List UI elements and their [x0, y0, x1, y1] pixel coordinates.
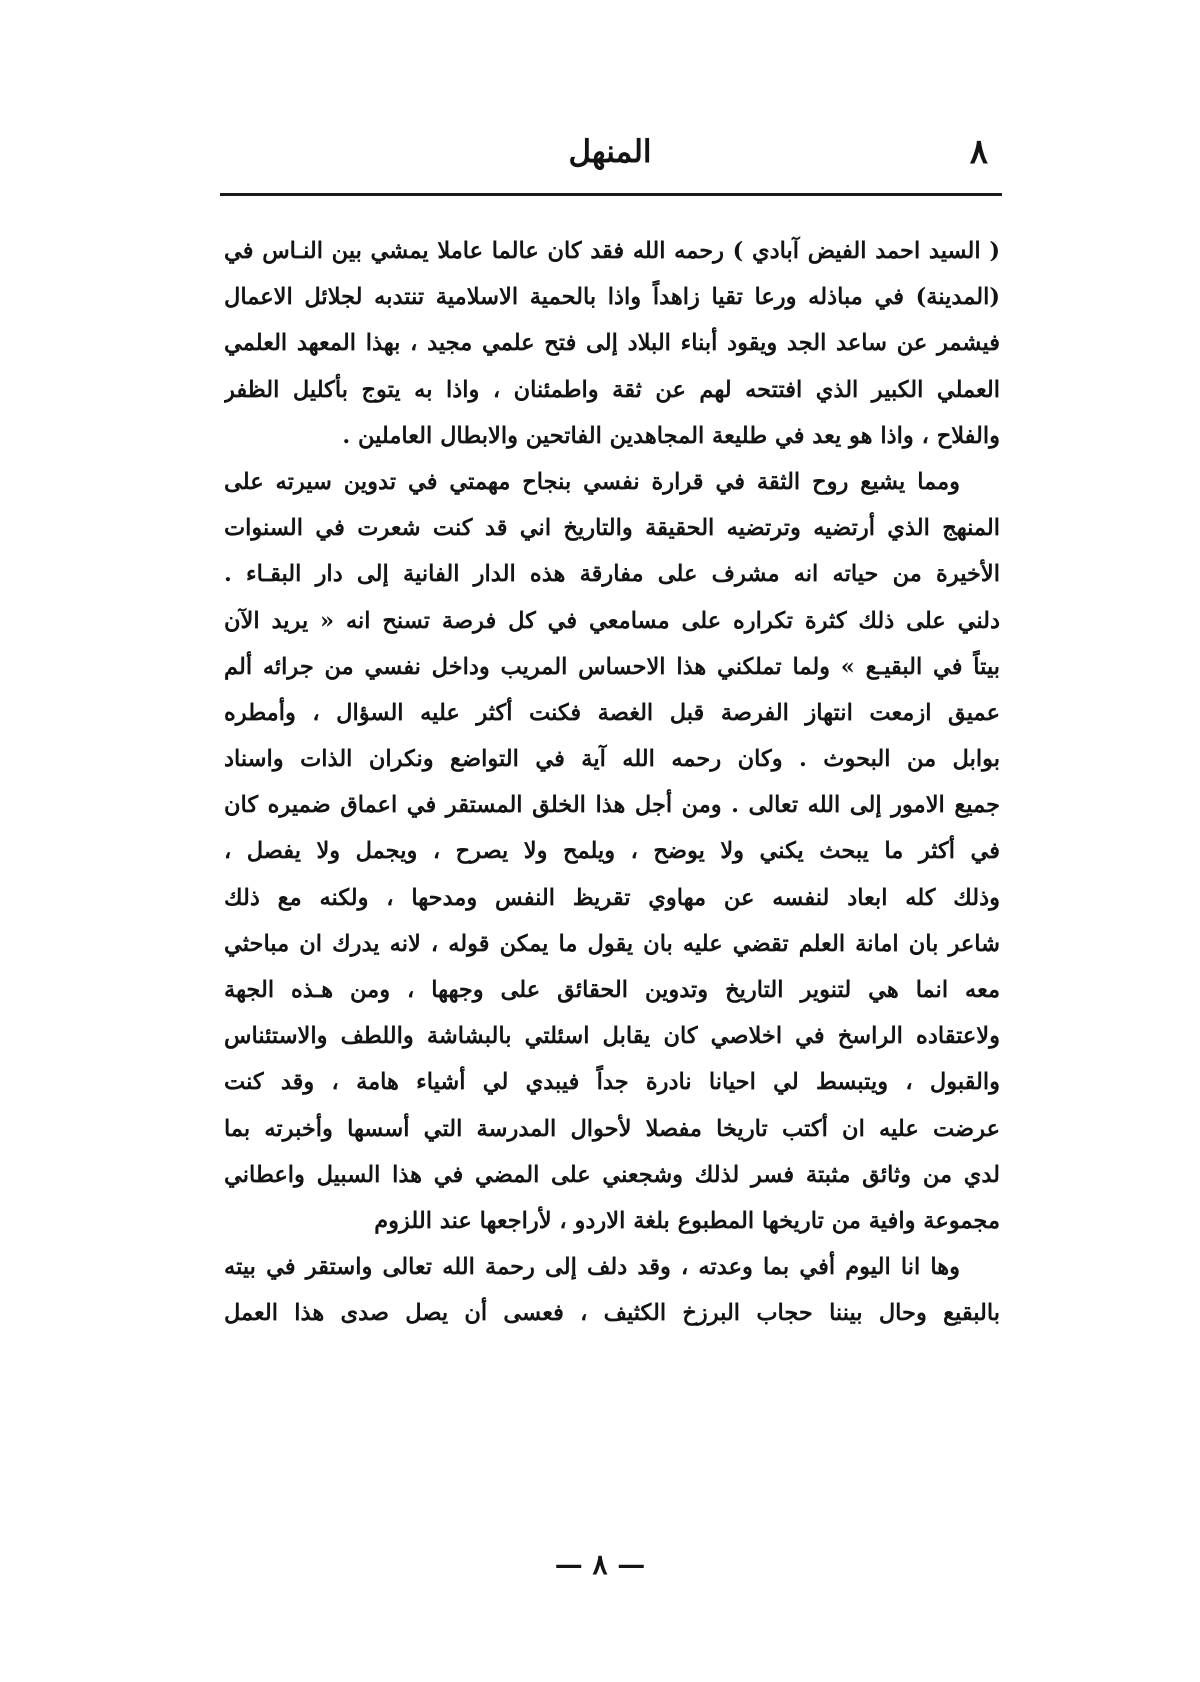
paragraph — [224, 228, 1000, 459]
text-line: العملي الكبير الذي افتتحه لهم عن ثقة واطمئنان ، واذا به يتوج بأكليل الظفر — [224, 376, 1000, 403]
text-line: دلني على ذلك كثرة تكراره على مسامعي في كل فرصة تسنح انه « يريد الآن — [224, 607, 1000, 634]
text-line: شاعر بان امانة العلم تقضي عليه بان يقول ما يمكن قوله ، لانه يدرك ان مباحثي — [224, 930, 1000, 957]
text-line: عميق ازمعت انتهاز الفرصة قبل الغصة فكنت أكثر عليه السؤال ، وأمطره — [224, 699, 1000, 726]
text-line: معه انما هي لتنوير التاريخ وتدوين الحقائق على وجهها ، ومن هـذه الجهة — [224, 977, 1000, 1003]
page-number-top: ٨ — [969, 132, 988, 172]
paragraph — [224, 1244, 1000, 1336]
text-line: (المدينة) في مباذله ورعا تقيا زاهداً واذا بالحمية الاسلامية تنتدبه لجلائل الاعمال — [224, 284, 1000, 311]
text-line: والقبول ، ويتبسط لي احيانا نادرة جداً فيبدي لي أشياء هامة ، وقد كنت — [224, 1069, 1000, 1096]
text-line: مجموعة وافية من تاريخها المطبوع بلغة الاردو ، لأراجعها عند اللزوم — [374, 1207, 1000, 1234]
article-body — [224, 228, 1000, 1337]
paragraph — [224, 459, 1000, 1244]
journal-title: المنهل — [568, 134, 652, 170]
text-line: وذلك كله ابعاد لنفسه عن مهاوي تقريظ النفس ومدحها ، ولكنه مع ذلك — [224, 884, 1000, 911]
text-line: بالبقيع وحال بيننا حجاب البرزخ الكثيف ، فعسى أن يصل صدى هذا العمل — [224, 1300, 1000, 1327]
text-line: فيشمر عن ساعد الجد ويقود أبناء البلاد إلى فتح علمي مجيد ، بهذا المعهد العلمي — [224, 330, 1000, 357]
page-header — [220, 128, 1000, 192]
text-line: بيتاً في البقيـع » ولما تملكني هذا الاحساس المريب وداخل نفسي من جرائه ألم — [224, 653, 1000, 680]
page-number-footer: — ٨ — — [554, 1548, 646, 1581]
text-line: وها انا اليوم أفي بما وعدته ، وقد دلف إلى رحمة الله تعالى واستقر في بيته — [224, 1254, 960, 1281]
text-line: المنهج الذي أرتضيه وترتضيه الحقيقة والتاريخ اني قد كنت شعرت في السنوات — [224, 515, 1000, 542]
text-line: لدي من وثائق مثبتة فسر لذلك وشجعني على المضي في هذا السبيل واعطاني — [224, 1161, 1000, 1188]
text-line: عرضت عليه ان أكتب تاريخا مفصلا لأحوال المدرسة التي أسسها وأخبرته بما — [224, 1115, 1000, 1142]
text-line: جميع الامور إلى الله تعالى . ومن أجل هذا الخلق المستقر في اعماق ضميره كان — [224, 792, 1000, 819]
text-line: الأخيرة من حياته انه مشرف على مفارقة هذه الدار الفانية إلى دار البقـاء . — [224, 561, 1000, 588]
text-line: ( السيد احمد الفيض آبادي ) رحمه الله فقد كان عالما عاملا يمشي بين النـاس في — [224, 238, 1000, 264]
header-rule — [220, 193, 1002, 196]
text-line: والفلاح ، واذا هو يعد في طليعة المجاهدين الفاتحين والابطال العاملين . — [342, 422, 1000, 449]
text-line: بوابل من البحوث . وكان رحمه الله آية في التواضع ونكران الذات واسناد — [224, 746, 1000, 773]
text-line: في أكثر ما يبحث يكني ولا يوضح ، ويلمح ولا يصرح ، ويجمل ولا يفصل ، — [224, 838, 1000, 865]
text-line: ومما يشيع روح الثقة في قرارة نفسي بنجاح مهمتي في تدوين سيرته على — [224, 468, 960, 495]
text-line: ولاعتقاده الراسخ في اخلاصي كان يقابل اسئلتي بالبشاشة واللطف والاستئناس — [224, 1023, 1000, 1050]
